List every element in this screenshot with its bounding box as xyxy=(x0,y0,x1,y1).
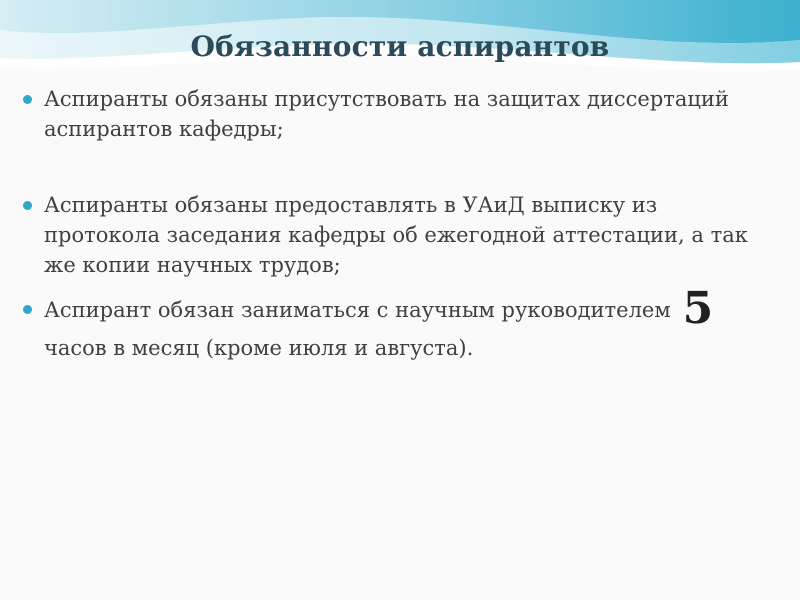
bullet-text: Аспиранты обязаны присутствовать на защитах диссертаций аспирантов кафедры; xyxy=(44,87,729,141)
bullet-text: Аспирант обязан заниматься с научным руководителем xyxy=(44,298,671,322)
bullet-list xyxy=(18,84,778,399)
hours-number: 5 xyxy=(682,283,714,334)
bullet-dot-icon xyxy=(23,305,32,314)
bullet-dot-icon xyxy=(23,201,32,210)
bullet-text: Аспиранты обязаны предоставлять в УАиД выписку из протокола заседания кафедры об ежегодной аттестации, а так же копии научных трудов; xyxy=(44,193,748,277)
bullet-item xyxy=(18,190,778,280)
bullet-item xyxy=(18,84,778,144)
bullet-text-continued: часов в месяц (кроме июля и августа). xyxy=(44,336,474,360)
bullet-dot-icon xyxy=(23,95,32,104)
bullet-item xyxy=(18,283,778,363)
slide-title: Обязанности аспирантов xyxy=(190,30,610,63)
